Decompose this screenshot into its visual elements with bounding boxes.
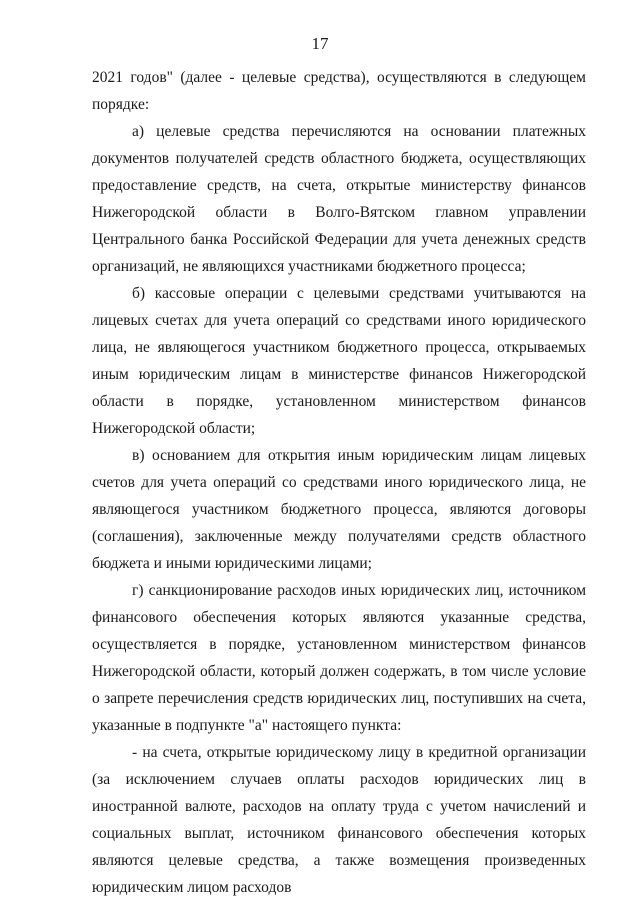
paragraph-dash-item: - на счета, открытые юридическому лицу в кредитной организации (за исключением случаев оплаты расходов юридических лиц в иностранной валюте, расходов на оплату труда с учетом начислений и социальных выплат, источником финансового обеспечения которых являются целевые средства, а также возмещения произведенных юридическим лицом расходов bbox=[92, 744, 586, 896]
paragraph-continuation: 2021 годов" (далее - целевые средства), осуществляются в следующем порядке: bbox=[92, 69, 586, 113]
page-number: 17 bbox=[311, 34, 329, 53]
paragraph-item-b: б) кассовые операции с целевыми средствами учитываются на лицевых счетах для учета операций со средствами иного юридического лица, не являющегося участником бюджетного процесса, открываемых иным юридическим лицам в министерстве финансов Нижегородской области в порядке, установленном министерством финансов Нижегородской области; bbox=[92, 285, 586, 437]
paragraph-item-v: в) основанием для открытия иным юридическим лицам лицевых счетов для учета операций со средствами иного юридического лица, не являющегося участником бюджетного процесса, являются договоры (соглашения), заключенные между получателями средств областного бюджета и иными юридическими лицами; bbox=[92, 447, 586, 572]
document-body bbox=[92, 64, 586, 901]
paragraph-item-g: г) санкционирование расходов иных юридических лиц, источником финансового обеспечения которых являются указанные средства, осуществляется в порядке, установленном министерством финансов Нижегородской области, который должен содержать, в том числе условие о запрете перечисления средств юридических лиц, поступивших на счета, указанные в подпункте "а" настоящего пункта: bbox=[92, 582, 586, 734]
paragraph-item-a: а) целевые средства перечисляются на основании платежных документов получателей средств областного бюджета, осуществляющих предоставление средств, на счета, открытые министерству финансов Нижегородской области в Волго-Вятском главном управлении Центрального банка Российской Федерации для учета денежных средств организаций, не являющихся участниками бюджетного процесса; bbox=[92, 123, 586, 275]
